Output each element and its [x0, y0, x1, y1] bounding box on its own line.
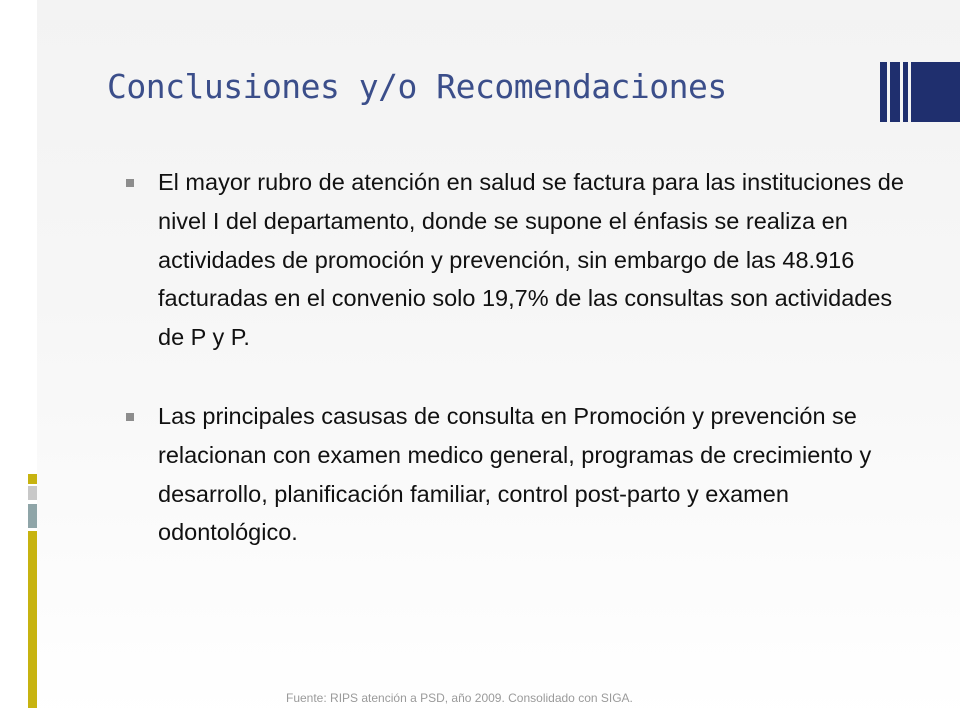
square-bullet-icon [126, 179, 134, 187]
accent-bar-gray-light [28, 486, 37, 500]
bullet-text: El mayor rubro de atención en salud se factura para las instituciones de nivel I del departamento, donde se supone el énfasis se realiza en actividades de promoción y prevención, sin embargo de las 48.916 facturadas en el convenio solo 19,7% de las consultas son actividades de P y P. [158, 169, 904, 351]
source-footnote: Fuente: RIPS atención a PSD, año 2009. Consolidado con SIGA. [286, 691, 633, 705]
accent-bar-gray-dark [28, 504, 37, 528]
corner-decoration [880, 62, 960, 122]
slide-title: Conclusiones y/o Recomendaciones [107, 67, 727, 106]
accent-bar-yellow-top [28, 474, 37, 484]
bullet-item [118, 397, 908, 552]
square-bullet-icon [126, 413, 134, 421]
bullet-item [118, 163, 908, 357]
accent-bar-yellow-bottom [28, 531, 37, 708]
bullet-list [118, 163, 908, 552]
bullet-text: Las principales casusas de consulta en Promoción y prevención se relacionan con examen medico general, programas de crecimiento y desarrollo, planificación familiar, control post-parto y examen odontológico. [158, 402, 872, 546]
